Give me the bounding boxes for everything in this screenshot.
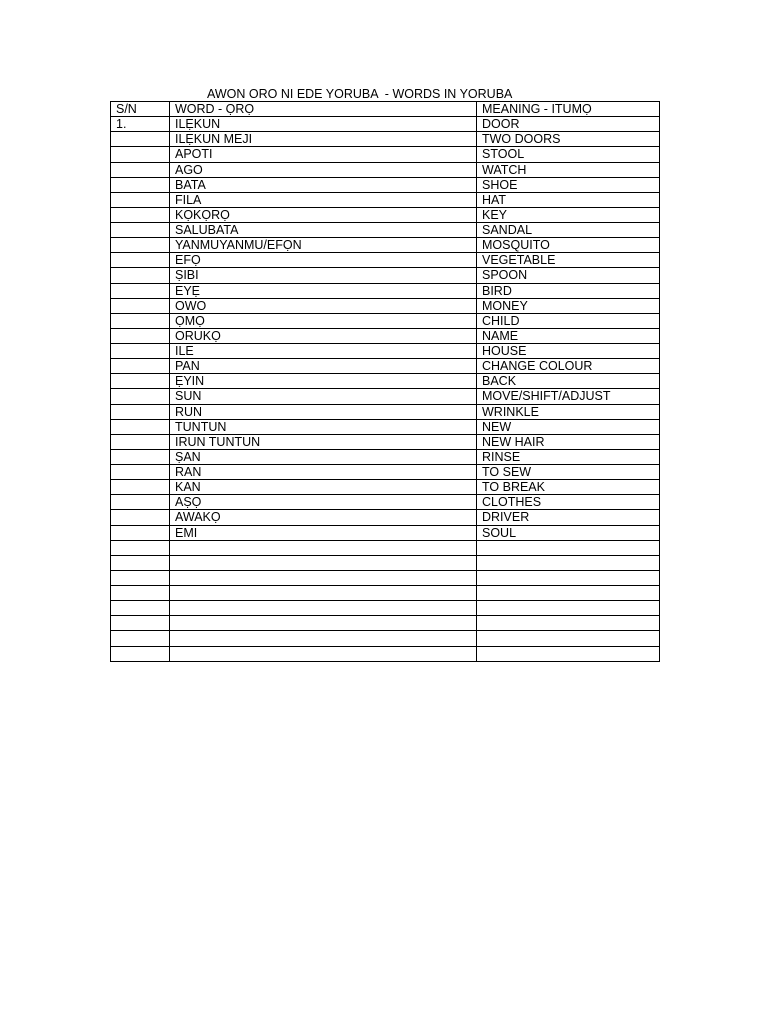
row-sn-cell — [111, 147, 170, 162]
table-row — [111, 238, 660, 253]
row-meaning-cell: MOVE/SHIFT/ADJUST — [477, 389, 660, 404]
table-row — [111, 298, 660, 313]
row-word-cell: KAN — [170, 480, 477, 495]
table-header-row — [111, 102, 660, 117]
table-row — [111, 268, 660, 283]
row-meaning-cell: MOSQUITO — [477, 238, 660, 253]
table-row — [111, 434, 660, 449]
row-word-cell — [170, 570, 477, 585]
row-sn-cell — [111, 601, 170, 616]
row-word-cell: EMI — [170, 525, 477, 540]
row-meaning-cell: TO BREAK — [477, 480, 660, 495]
table-row — [111, 207, 660, 222]
row-word-cell: IRUN TUNTUN — [170, 434, 477, 449]
table-row — [111, 359, 660, 374]
row-meaning-cell: CHANGE COLOUR — [477, 359, 660, 374]
row-meaning-cell — [477, 570, 660, 585]
vocabulary-table — [110, 101, 660, 662]
table-row — [111, 223, 660, 238]
row-meaning-cell: NEW HAIR — [477, 434, 660, 449]
table-row — [111, 177, 660, 192]
table-row — [111, 449, 660, 464]
row-sn-cell — [111, 328, 170, 343]
row-meaning-cell: RINSE — [477, 449, 660, 464]
table-row — [111, 192, 660, 207]
table-row — [111, 631, 660, 646]
table-row — [111, 555, 660, 570]
row-meaning-cell — [477, 646, 660, 661]
row-sn-cell — [111, 389, 170, 404]
row-word-cell — [170, 601, 477, 616]
row-word-cell — [170, 646, 477, 661]
table-row — [111, 389, 660, 404]
row-word-cell: EYẸ — [170, 283, 477, 298]
row-sn-cell — [111, 434, 170, 449]
row-word-cell: ṢIBI — [170, 268, 477, 283]
row-meaning-cell: SOUL — [477, 525, 660, 540]
table-row — [111, 465, 660, 480]
row-meaning-cell — [477, 631, 660, 646]
row-word-cell — [170, 586, 477, 601]
row-sn-cell — [111, 646, 170, 661]
table-row — [111, 570, 660, 585]
row-sn-cell — [111, 616, 170, 631]
row-sn-cell — [111, 344, 170, 359]
row-sn-cell — [111, 465, 170, 480]
row-sn-cell — [111, 540, 170, 555]
row-word-cell: FILA — [170, 192, 477, 207]
table-row — [111, 147, 660, 162]
row-sn-cell — [111, 419, 170, 434]
row-sn-cell — [111, 283, 170, 298]
row-word-cell: EFỌ — [170, 253, 477, 268]
row-word-cell: YANMUYANMU/EFỌN — [170, 238, 477, 253]
table-row — [111, 601, 660, 616]
row-meaning-cell: DOOR — [477, 117, 660, 132]
row-sn-cell — [111, 223, 170, 238]
row-sn-cell — [111, 268, 170, 283]
row-meaning-cell — [477, 616, 660, 631]
row-word-cell: OWO — [170, 298, 477, 313]
row-meaning-cell: DRIVER — [477, 510, 660, 525]
row-meaning-cell: TO SEW — [477, 465, 660, 480]
row-word-cell: ILE — [170, 344, 477, 359]
row-word-cell — [170, 631, 477, 646]
table-row — [111, 480, 660, 495]
row-meaning-cell: BIRD — [477, 283, 660, 298]
row-word-cell — [170, 616, 477, 631]
row-meaning-cell: WRINKLE — [477, 404, 660, 419]
row-word-cell: SALUBATA — [170, 223, 477, 238]
column-header-word: WORD - ỌRỌ — [170, 102, 477, 117]
row-sn-cell — [111, 192, 170, 207]
row-word-cell: AGO — [170, 162, 477, 177]
table-row — [111, 525, 660, 540]
row-word-cell: BATA — [170, 177, 477, 192]
table-row — [111, 510, 660, 525]
row-word-cell: KỌKỌRỌ — [170, 207, 477, 222]
row-word-cell: TUNTUN — [170, 419, 477, 434]
row-word-cell: RUN — [170, 404, 477, 419]
row-word-cell: ỌMỌ — [170, 313, 477, 328]
row-sn-cell — [111, 570, 170, 585]
row-meaning-cell: SPOON — [477, 268, 660, 283]
row-word-cell: ILẸKUN MEJI — [170, 132, 477, 147]
row-sn-cell — [111, 253, 170, 268]
table-row — [111, 328, 660, 343]
row-meaning-cell: NEW — [477, 419, 660, 434]
row-word-cell — [170, 540, 477, 555]
table-row — [111, 132, 660, 147]
row-sn-cell — [111, 207, 170, 222]
row-sn-cell — [111, 449, 170, 464]
row-sn-cell — [111, 298, 170, 313]
row-word-cell: APOTI — [170, 147, 477, 162]
row-sn-cell: 1. — [111, 117, 170, 132]
table-row — [111, 586, 660, 601]
table-row — [111, 253, 660, 268]
row-word-cell: AWAKỌ — [170, 510, 477, 525]
table-row — [111, 313, 660, 328]
table-row — [111, 616, 660, 631]
table-row — [111, 344, 660, 359]
page-title: AWON ORO NI EDE YORUBA - WORDS IN YORUBA — [207, 87, 513, 101]
row-sn-cell — [111, 525, 170, 540]
row-meaning-cell: MONEY — [477, 298, 660, 313]
row-word-cell: ILẸKUN — [170, 117, 477, 132]
row-sn-cell — [111, 132, 170, 147]
row-word-cell: PAN — [170, 359, 477, 374]
table-row — [111, 419, 660, 434]
table-row — [111, 540, 660, 555]
row-sn-cell — [111, 586, 170, 601]
row-meaning-cell: BACK — [477, 374, 660, 389]
table-row — [111, 646, 660, 661]
row-sn-cell — [111, 359, 170, 374]
row-meaning-cell — [477, 586, 660, 601]
row-sn-cell — [111, 555, 170, 570]
row-sn-cell — [111, 313, 170, 328]
row-meaning-cell: HAT — [477, 192, 660, 207]
row-meaning-cell: NAME — [477, 328, 660, 343]
row-sn-cell — [111, 495, 170, 510]
row-sn-cell — [111, 404, 170, 419]
column-header-sn: S/N — [111, 102, 170, 117]
row-word-cell: RAN — [170, 465, 477, 480]
row-meaning-cell: CHILD — [477, 313, 660, 328]
table-body — [111, 117, 660, 662]
row-meaning-cell: CLOTHES — [477, 495, 660, 510]
table-row — [111, 404, 660, 419]
row-meaning-cell: VEGETABLE — [477, 253, 660, 268]
row-sn-cell — [111, 177, 170, 192]
row-word-cell — [170, 555, 477, 570]
table-row — [111, 117, 660, 132]
row-meaning-cell: SHOE — [477, 177, 660, 192]
row-meaning-cell: WATCH — [477, 162, 660, 177]
row-word-cell: ṢAN — [170, 449, 477, 464]
row-word-cell: SUN — [170, 389, 477, 404]
row-word-cell: AṢỌ — [170, 495, 477, 510]
row-meaning-cell — [477, 601, 660, 616]
row-sn-cell — [111, 510, 170, 525]
row-meaning-cell: KEY — [477, 207, 660, 222]
row-sn-cell — [111, 480, 170, 495]
table-row — [111, 283, 660, 298]
table-row — [111, 495, 660, 510]
row-word-cell: ẸYIN — [170, 374, 477, 389]
row-meaning-cell: TWO DOORS — [477, 132, 660, 147]
row-sn-cell — [111, 374, 170, 389]
row-meaning-cell: HOUSE — [477, 344, 660, 359]
table-row — [111, 162, 660, 177]
row-meaning-cell — [477, 540, 660, 555]
row-sn-cell — [111, 238, 170, 253]
row-sn-cell — [111, 162, 170, 177]
table-row — [111, 374, 660, 389]
row-word-cell: ORUKỌ — [170, 328, 477, 343]
column-header-meaning: MEANING - ITUMỌ — [477, 102, 660, 117]
row-sn-cell — [111, 631, 170, 646]
row-meaning-cell: STOOL — [477, 147, 660, 162]
row-meaning-cell: SANDAL — [477, 223, 660, 238]
row-meaning-cell — [477, 555, 660, 570]
